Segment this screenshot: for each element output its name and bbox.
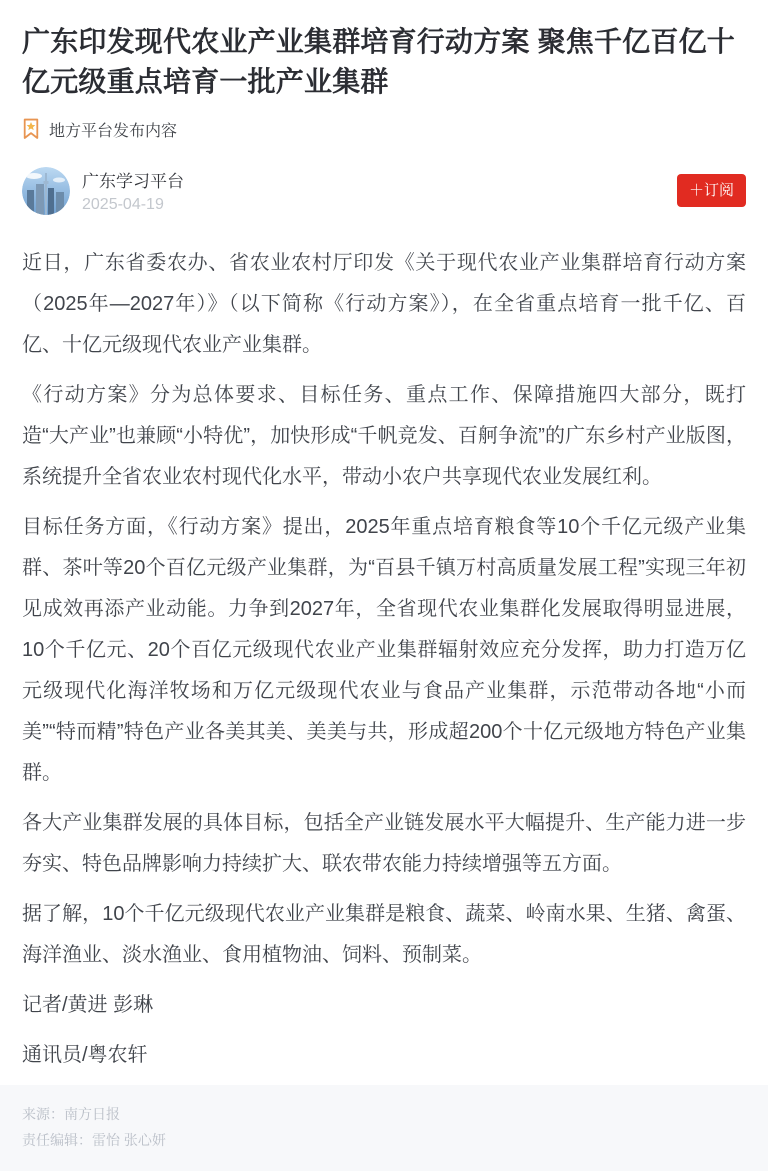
platform-badge	[22, 118, 746, 141]
avatar[interactable]	[22, 167, 70, 215]
publish-date: 2025-04-19	[82, 196, 164, 213]
author-meta	[82, 167, 184, 214]
article-title: 广东印发现代农业产业集群培育行动方案 聚焦千亿百亿十亿元级重点培育一批产业集群	[22, 26, 735, 97]
source-line: 来源：南方日报	[22, 1105, 120, 1122]
author-name[interactable]: 广东学习平台	[82, 172, 184, 191]
paragraph: 目标任务方面，《行动方案》提出，2025年重点培育粮食等10个千亿元级产业集群、茶叶等20个百亿元级产业集群，为“百县千镇万村高质量发展工程”实现三年初见成效再添产业动能。力争到2027年，全省现代农业集群化发展取得明显进展，10个千亿元、20个百亿元级现代农业产业集群辐射效应充分发挥，助力打造万亿元级现代化海洋牧场和万亿元级现代农业与食品产业集群，示范带动各地“小而美”“特而精”特色产业各美其美、美美与共，形成超200个十亿元级地方特色产业集群。	[22, 515, 746, 784]
paragraph: 据了解，10个千亿元级现代农业产业集群是粮食、蔬菜、岭南水果、生猪、禽蛋、海洋渔业、淡水渔业、食用植物油、饲料、预制菜。	[22, 902, 746, 966]
correspondent-byline: 通讯员/粤农轩	[22, 1043, 148, 1066]
ribbon-badge-icon	[22, 118, 40, 140]
article-footer	[0, 1085, 768, 1171]
reporter-byline: 记者/黄进 彭琳	[22, 993, 154, 1016]
subscribe-button[interactable]: ＋订阅	[677, 174, 746, 207]
article-body	[22, 243, 746, 1076]
editor-line: 责任编辑：雷怡 张心妍	[22, 1131, 166, 1148]
paragraph: 《行动方案》分为总体要求、目标任务、重点工作、保障措施四大部分，既打造“大产业”也兼顾“小特优”，加快形成“千帆竞发、百舸争流”的广东乡村产业版图，系统提升全省农业农村现代化水平，带动小农户共享现代农业发展红利。	[22, 383, 746, 488]
author-row	[22, 167, 746, 215]
platform-badge-label: 地方平台发布内容	[49, 122, 178, 140]
paragraph: 近日，广东省委农办、省农业农村厅印发《关于现代农业产业集群培育行动方案（2025年—2027年）》（以下简称《行动方案》），在全省重点培育一批千亿、百亿、十亿元级现代农业产业集群。	[22, 251, 746, 356]
paragraph: 各大产业集群发展的具体目标，包括全产业链发展水平大幅提升、生产能力进一步夯实、特色品牌影响力持续扩大、联农带农能力持续增强等五方面。	[22, 811, 746, 875]
